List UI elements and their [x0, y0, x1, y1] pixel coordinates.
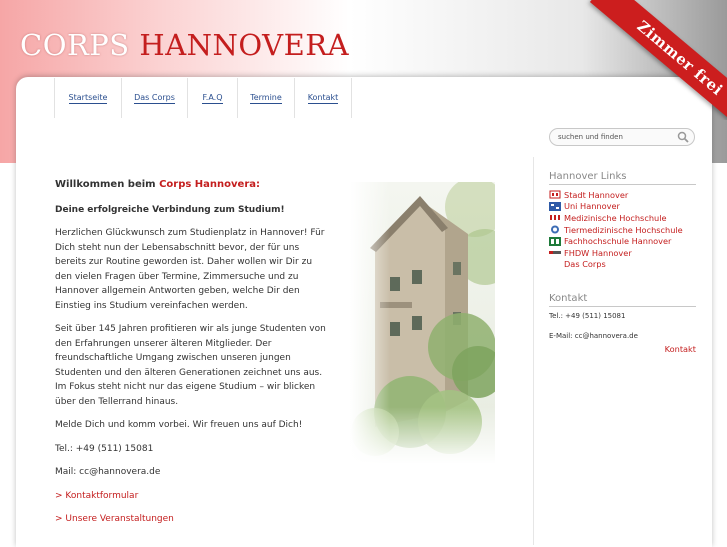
fhdw-logo-icon — [549, 248, 561, 257]
links-title: Hannover Links — [549, 171, 696, 185]
kontaktformular-link[interactable]: Kontaktformular — [65, 490, 139, 501]
corps-house-photo — [350, 182, 495, 464]
page-title: Willkommen beim Corps Hannovera: — [55, 179, 260, 190]
kontakt-phone: Tel.: +49 (511) 15081 — [549, 312, 626, 321]
logo-word-corps: CORPS — [20, 28, 130, 62]
sidebar-divider — [533, 157, 534, 545]
search-box — [549, 128, 695, 146]
main-nav — [54, 78, 352, 118]
link-tiermedizinische-hochschule[interactable]: Tiermedizinische Hochschule — [549, 224, 696, 236]
veranstaltungen-link[interactable]: Unsere Veranstaltungen — [65, 514, 174, 524]
link-fachhochschule-hannover[interactable]: Fachhochschule Hannover — [549, 235, 696, 247]
kontakt-link[interactable]: Kontakt — [664, 344, 696, 355]
invite-paragraph: Melde Dich und komm vorbei. Wir freuen uns auf Dich! — [55, 420, 303, 430]
main-content — [55, 178, 327, 536]
site-logo[interactable] — [20, 28, 349, 62]
kontaktformular-line: > Kontaktformular — [55, 490, 139, 501]
sidebar — [549, 171, 696, 354]
tiho-logo-icon — [549, 225, 561, 234]
kontakt-title: Kontakt — [549, 293, 696, 307]
search-input[interactable] — [558, 131, 673, 143]
link-uni-hannover[interactable]: Uni Hannover — [549, 201, 696, 213]
logo-word-hannovera: HANNOVERA — [139, 28, 350, 62]
mhh-logo-icon — [549, 213, 561, 222]
kontakt-email: E-Mail: cc@hannovera.de — [549, 332, 638, 341]
ribbon-label: Zimmer frei — [590, 0, 727, 120]
nav-termine[interactable]: Termine — [238, 78, 295, 118]
nav-startseite[interactable]: Startseite — [55, 78, 122, 118]
intro-paragraph: Herzlichen Glückwunsch zum Studienplatz in Hannover! Für Dich steht nun der Lebensabschnitt bevor, der für uns bereits zur Routine geworden ist. Daher wollen wir Dir zu den vielen Fragen über Termine, Zimmersuche und zu Hannover allgemein Antworten geben, welche Dir den Einstieg ins Studium vereinfachen werden. — [55, 228, 325, 311]
university-logo-icon — [549, 202, 561, 211]
link-medizinische-hochschule[interactable]: Medizinische Hochschule — [549, 212, 696, 224]
link-stadt-hannover[interactable]: Stadt Hannover — [549, 189, 696, 201]
page-subtitle: Deine erfolgreiche Verbindung zum Studium! — [55, 204, 285, 215]
phone-text: Tel.: +49 (511) 15081 — [55, 443, 154, 454]
nav-das-corps[interactable]: Das Corps — [122, 78, 188, 118]
link-das-corps[interactable]: Das Corps — [549, 259, 696, 271]
veranstaltungen-line: > Unsere Veranstaltungen — [55, 514, 174, 524]
nav-faq[interactable]: F.A.Q — [188, 78, 238, 118]
history-paragraph: Seit über 145 Jahren profitieren wir als junge Studenten von den Erfahrungen unserer älteren Mitglieder. Der freundschaftliche Umgang zwischen unseren jungen Studenten und den älteren Generationen zeichnet uns aus. Im Fokus steht nicht nur das eigene Studium – wir blicken über den Tellerrand hinaus. — [55, 324, 326, 407]
search-icon[interactable] — [677, 131, 689, 143]
city-crest-icon — [549, 190, 561, 199]
mail-text: Mail: cc@hannovera.de — [55, 467, 161, 477]
link-fhdw-hannover[interactable]: FHDW Hannover — [549, 247, 696, 259]
fh-logo-icon — [549, 237, 561, 246]
nav-kontakt[interactable]: Kontakt — [295, 78, 352, 118]
blank-icon — [549, 260, 561, 269]
zimmer-frei-ribbon[interactable] — [567, 0, 727, 120]
